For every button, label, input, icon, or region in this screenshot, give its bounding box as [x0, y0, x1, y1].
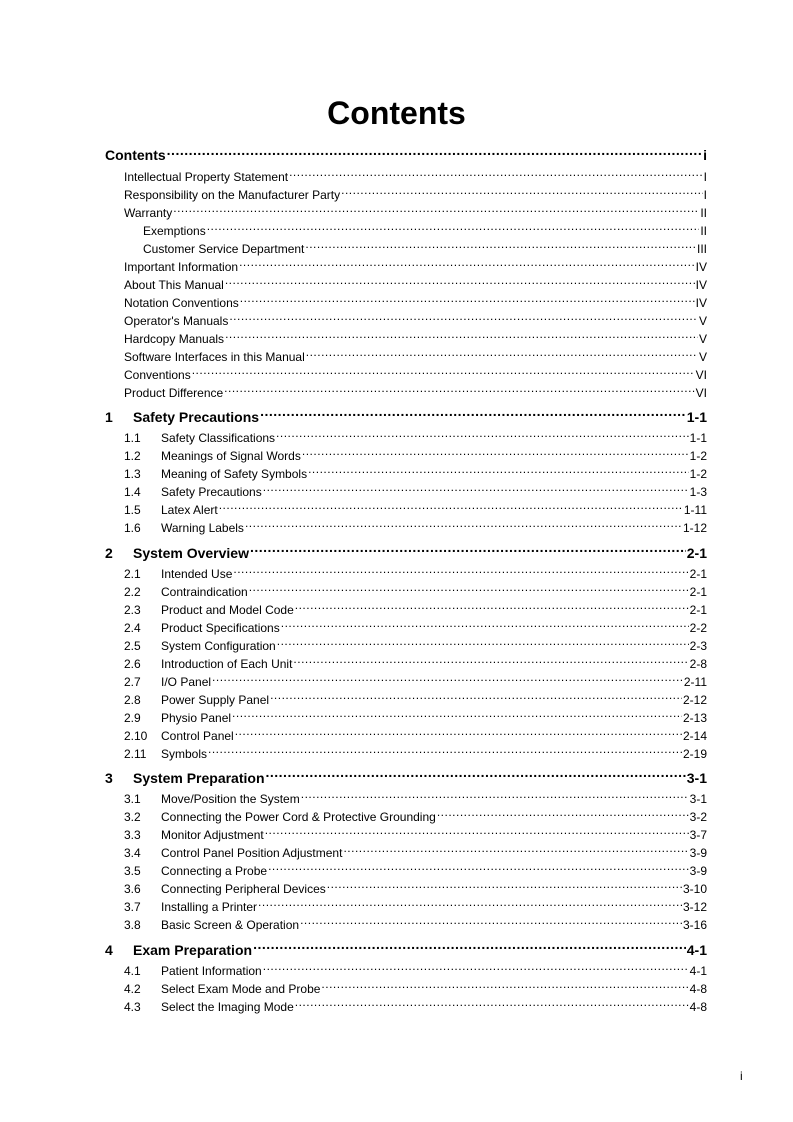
section-title: Patient Information — [161, 964, 262, 978]
section-number: 2.7 — [124, 675, 141, 689]
chapter-title: System Preparation — [133, 770, 265, 786]
toc-entry[interactable] — [124, 330, 707, 348]
toc-entry-page: III — [696, 242, 707, 256]
toc-entry-label: Product Difference — [124, 386, 224, 400]
dot-leader — [327, 881, 682, 893]
dot-leader — [268, 863, 689, 875]
section-title: Symbols — [161, 747, 208, 761]
dot-leader — [301, 791, 689, 803]
toc-entry-label: Notation Conventions — [124, 296, 239, 310]
page-title: Contents — [327, 95, 466, 131]
toc-section[interactable] — [124, 429, 707, 447]
section-number: 1.2 — [124, 449, 141, 463]
toc-section[interactable] — [124, 980, 707, 998]
section-title: Connecting a Probe — [161, 864, 268, 878]
section-title: Connecting Peripheral Devices — [161, 882, 326, 896]
dot-leader — [306, 349, 698, 361]
section-number: 1.1 — [124, 431, 141, 445]
section-title: Move/Position the System — [161, 792, 300, 806]
section-number: 2.3 — [124, 603, 141, 617]
dot-leader — [263, 963, 689, 975]
toc-entry-page: i — [703, 147, 707, 163]
dot-leader — [219, 502, 683, 514]
dot-leader — [173, 205, 699, 217]
toc-entry[interactable] — [124, 366, 707, 384]
chapter-page: 4-1 — [686, 942, 707, 958]
section-page: 2-1 — [689, 567, 707, 581]
toc-entry[interactable] — [124, 258, 707, 276]
toc-section[interactable] — [124, 808, 707, 826]
section-page: 3-12 — [682, 900, 707, 914]
toc-entry[interactable] — [124, 186, 707, 204]
toc-section[interactable] — [124, 655, 707, 673]
dot-leader — [207, 223, 700, 235]
toc-chapter[interactable] — [105, 767, 707, 789]
toc-section[interactable] — [124, 880, 707, 898]
toc-section[interactable] — [124, 583, 707, 601]
section-page: 1-11 — [683, 503, 707, 517]
toc-section[interactable] — [124, 790, 707, 808]
section-title: Control Panel Position Adjustment — [161, 846, 343, 860]
footer-page-number: i — [740, 1069, 743, 1083]
section-number: 2.9 — [124, 711, 141, 725]
section-title: Control Panel — [161, 729, 234, 743]
dot-leader — [249, 584, 689, 596]
section-page: 3-7 — [689, 828, 707, 842]
dot-leader — [266, 769, 686, 783]
toc-section[interactable] — [124, 998, 707, 1016]
section-number: 2.11 — [124, 747, 147, 761]
toc-section[interactable] — [124, 447, 707, 465]
section-page: 2-3 — [689, 639, 707, 653]
toc-entry-label: Customer Service Department — [143, 242, 305, 256]
toc-section[interactable] — [124, 844, 707, 862]
section-number: 3.3 — [124, 828, 141, 842]
toc-section[interactable] — [124, 898, 707, 916]
section-title: Select Exam Mode and Probe — [161, 982, 321, 996]
section-title: I/O Panel — [161, 675, 212, 689]
toc-section[interactable] — [124, 862, 707, 880]
dot-leader — [263, 484, 689, 496]
section-page: 3-9 — [689, 864, 707, 878]
section-title: Product and Model Code — [161, 603, 294, 617]
dot-leader — [240, 295, 695, 307]
section-page: 1-12 — [682, 521, 707, 535]
section-number: 3.6 — [124, 882, 141, 896]
dot-leader — [300, 917, 682, 929]
dot-leader — [293, 656, 688, 668]
dot-leader — [295, 602, 689, 614]
dot-leader — [295, 999, 689, 1011]
toc-section[interactable] — [124, 709, 707, 727]
toc-entry[interactable] — [124, 276, 707, 294]
toc-chapter[interactable] — [105, 406, 707, 428]
toc-entry-label: Responsibility on the Manufacturer Party — [124, 188, 341, 202]
section-number: 1.3 — [124, 467, 141, 481]
section-page: 2-8 — [689, 657, 707, 671]
section-page: 3-2 — [689, 810, 707, 824]
section-number: 4.2 — [124, 982, 141, 996]
section-page: 2-11 — [683, 675, 707, 689]
section-page: 2-1 — [689, 585, 707, 599]
toc-section[interactable] — [124, 727, 707, 745]
section-number: 1.4 — [124, 485, 141, 499]
section-number: 3.2 — [124, 810, 141, 824]
dot-leader — [224, 385, 694, 397]
toc-entry-page: IV — [695, 278, 707, 292]
section-number: 3.7 — [124, 900, 141, 914]
section-title: System Configuration — [161, 639, 276, 653]
toc-section[interactable] — [124, 483, 707, 501]
section-title: Basic Screen & Operation — [161, 918, 300, 932]
section-page: 4-8 — [689, 982, 707, 996]
dot-leader — [225, 331, 698, 343]
chapter-title: System Overview — [133, 545, 249, 561]
dot-leader — [277, 638, 689, 650]
dot-leader — [265, 827, 689, 839]
dot-leader — [250, 544, 686, 558]
dot-leader — [343, 845, 688, 857]
section-title: Safety Precautions — [161, 485, 262, 499]
toc-section[interactable] — [124, 673, 707, 691]
toc-entry-label: Important Information — [124, 260, 239, 274]
section-number: 4.3 — [124, 1000, 141, 1014]
dot-leader — [258, 899, 682, 911]
toc-section[interactable] — [124, 619, 707, 637]
dot-leader — [305, 241, 696, 253]
toc-entry-page: II — [700, 206, 707, 220]
dot-leader — [308, 466, 689, 478]
section-title: Select the Imaging Mode — [161, 1000, 294, 1014]
section-page: 3-16 — [682, 918, 707, 932]
section-number: 3.5 — [124, 864, 141, 878]
section-page: 2-2 — [689, 621, 707, 635]
section-page: 2-13 — [682, 711, 707, 725]
toc-entry-label: Contents — [105, 147, 166, 163]
section-number: 2.6 — [124, 657, 141, 671]
toc-entry-page: II — [700, 224, 707, 238]
chapter-page: 3-1 — [686, 770, 707, 786]
dot-leader — [229, 313, 698, 325]
section-title: Intended Use — [161, 567, 233, 581]
toc-entry-page: VI — [695, 386, 707, 400]
toc-entry-page: IV — [695, 260, 707, 274]
section-number: 2.5 — [124, 639, 141, 653]
dot-leader — [289, 169, 703, 181]
toc-entry[interactable] — [124, 348, 707, 366]
dot-leader — [276, 430, 689, 442]
dot-leader — [235, 728, 682, 740]
toc-entry-label: Intellectual Property Statement — [124, 170, 289, 184]
section-page: 1-1 — [689, 431, 707, 445]
section-page: 1-2 — [689, 449, 707, 463]
toc-entry-label: Software Interfaces in this Manual — [124, 350, 305, 364]
toc-section[interactable] — [124, 465, 707, 483]
dot-leader — [302, 448, 689, 460]
toc-entry-contents[interactable] — [105, 145, 707, 165]
toc-entry[interactable] — [143, 222, 707, 240]
dot-leader — [225, 277, 695, 289]
toc-entry-page: I — [703, 188, 707, 202]
section-page: 2-14 — [682, 729, 707, 743]
section-title: Monitor Adjustment — [161, 828, 264, 842]
section-title: Power Supply Panel — [161, 693, 270, 707]
toc-entry-label: Operator's Manuals — [124, 314, 229, 328]
toc-section[interactable] — [124, 601, 707, 619]
section-title: Meanings of Signal Words — [161, 449, 301, 463]
toc-entry[interactable] — [124, 204, 707, 222]
section-title: Safety Classifications — [161, 431, 276, 445]
section-page: 1-3 — [689, 485, 707, 499]
dot-leader — [260, 408, 686, 422]
dot-leader — [239, 259, 695, 271]
chapter-title: Exam Preparation — [133, 942, 253, 958]
chapter-number: 3 — [105, 770, 113, 786]
toc-section[interactable] — [124, 691, 707, 709]
section-page: 4-1 — [689, 964, 707, 978]
toc-section[interactable] — [124, 565, 707, 583]
toc-entry[interactable] — [143, 240, 707, 258]
dot-leader — [341, 187, 703, 199]
section-page: 2-1 — [689, 603, 707, 617]
dot-leader — [253, 941, 686, 955]
toc-section[interactable] — [124, 501, 707, 519]
dot-leader — [245, 520, 682, 532]
chapter-number: 4 — [105, 942, 113, 958]
dot-leader — [321, 981, 688, 993]
section-number: 2.4 — [124, 621, 141, 635]
toc-entry-page: V — [698, 314, 707, 328]
chapter-number: 1 — [105, 409, 113, 425]
toc-entry-label: Warranty — [124, 206, 173, 220]
section-number: 1.5 — [124, 503, 141, 517]
toc-entry-page: V — [698, 350, 707, 364]
dot-leader — [281, 620, 689, 632]
toc-entry-label: Conventions — [124, 368, 191, 382]
section-number: 4.1 — [124, 964, 141, 978]
toc-section[interactable] — [124, 826, 707, 844]
toc-section[interactable] — [124, 962, 707, 980]
section-number: 3.4 — [124, 846, 141, 860]
section-title: Meaning of Safety Symbols — [161, 467, 308, 481]
section-title: Warning Labels — [161, 521, 244, 535]
section-title: Product Specifications — [161, 621, 280, 635]
section-title: Physio Panel — [161, 711, 232, 725]
dot-leader — [437, 809, 689, 821]
toc-entry-page: V — [698, 332, 707, 346]
dot-leader — [192, 367, 695, 379]
section-title: Introduction of Each Unit — [161, 657, 293, 671]
section-number: 3.1 — [124, 792, 141, 806]
toc-entry-label: Hardcopy Manuals — [124, 332, 225, 346]
section-number: 2.10 — [124, 729, 148, 743]
section-number: 2.8 — [124, 693, 141, 707]
chapter-page: 1-1 — [686, 409, 707, 425]
toc-section[interactable] — [124, 519, 707, 537]
dot-leader — [167, 146, 702, 160]
dot-leader — [232, 710, 682, 722]
toc-entry-label: About This Manual — [124, 278, 224, 292]
toc-section[interactable] — [124, 745, 707, 763]
section-title: Latex Alert — [161, 503, 218, 517]
toc-entry-label: Exemptions — [143, 224, 206, 238]
section-number: 1.6 — [124, 521, 141, 535]
toc-entry-page: IV — [695, 296, 707, 310]
toc-entry[interactable] — [124, 294, 707, 312]
dot-leader — [212, 674, 683, 686]
section-number: 2.1 — [124, 567, 141, 581]
toc-chapter[interactable] — [105, 939, 707, 961]
section-page: 3-1 — [689, 792, 707, 806]
chapter-page: 2-1 — [686, 545, 707, 561]
section-number: 2.2 — [124, 585, 141, 599]
toc-section[interactable] — [124, 637, 707, 655]
chapter-title: Safety Precautions — [133, 409, 260, 425]
toc-entry[interactable] — [124, 312, 707, 330]
dot-leader — [208, 746, 682, 758]
section-page: 2-12 — [682, 693, 707, 707]
section-page: 3-10 — [682, 882, 707, 896]
toc-section[interactable] — [124, 916, 707, 934]
toc-entry-page: VI — [695, 368, 707, 382]
toc-entry-page: I — [703, 170, 707, 184]
toc-entry[interactable] — [124, 168, 707, 186]
section-title: Connecting the Power Cord & Protective Grounding — [161, 810, 436, 824]
chapter-number: 2 — [105, 545, 113, 561]
section-title: Installing a Printer — [161, 900, 258, 914]
section-page: 1-2 — [689, 467, 707, 481]
section-number: 3.8 — [124, 918, 141, 932]
toc-entry[interactable] — [124, 384, 707, 402]
toc-chapter[interactable] — [105, 542, 707, 564]
section-page: 3-9 — [689, 846, 707, 860]
dot-leader — [270, 692, 682, 704]
dot-leader — [233, 566, 688, 578]
section-page: 2-19 — [682, 747, 707, 761]
section-title: Contraindication — [161, 585, 248, 599]
section-page: 4-8 — [689, 1000, 707, 1014]
